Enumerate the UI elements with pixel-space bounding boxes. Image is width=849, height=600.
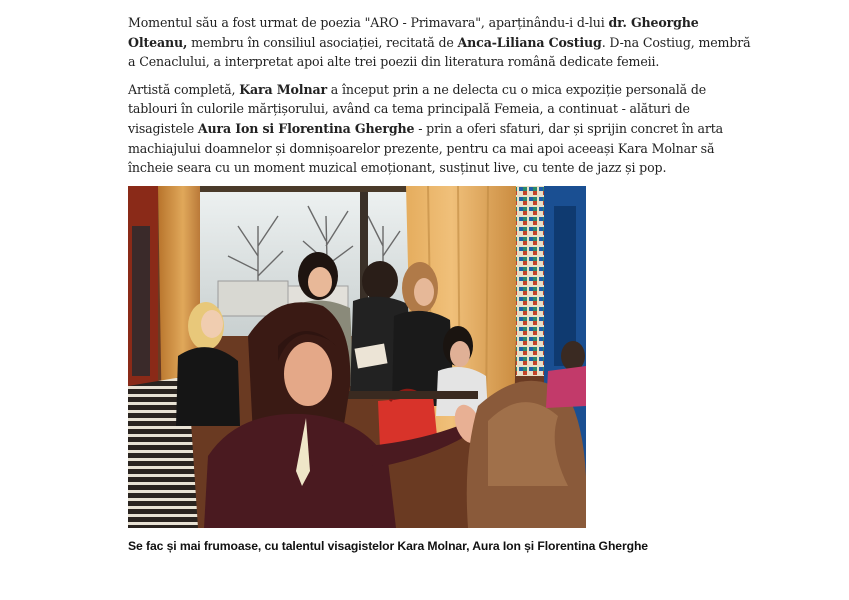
paragraph-text: - prin a oferi sfaturi, dar și sprijin concret în arta machiajului doamnelor și domnișoarelor prezente, pentru ca mai apoi aceeași Kara Molnar să încheie seara cu un moment muzical emoționant, susținut live, cu tente de jazz și pop. — [128, 120, 723, 176]
name-gheorghe-olteanu: dr. Gheorghe Olteanu, — [128, 15, 699, 50]
name-kara-molnar: Kara Molnar — [239, 81, 327, 97]
paragraph-text: membru în consiliul asociației, recitată de — [187, 34, 458, 50]
photo-illustration — [128, 186, 586, 528]
paragraph-kara-molnar — [128, 80, 753, 178]
name-anca-liliana-costiug: Anca-Liliana Costiug — [457, 34, 602, 50]
article-body — [128, 13, 753, 553]
paragraph-text: . D-na Costiug, membră a Cenaclului, a interpretat apoi alte trei poezii din literatura română dedicate femeii. — [128, 34, 751, 70]
paragraph-text: Momentul său a fost urmat de poezia "ARO - Primavara", aparținându-i d-lui — [128, 15, 609, 30]
article-photo — [128, 186, 586, 528]
paragraph-text: a început prin a ne delecta cu o mica expoziție personală de tablouri în culorile mărțișorului, având ca tema principală Femeia, a continuat - alături de visagistele — [128, 81, 707, 136]
table — [328, 391, 478, 399]
name-visagiste: Aura Ion si Florentina Gherghe — [197, 120, 415, 136]
paragraph-text: Artistă completă, — [128, 81, 240, 97]
mosaic-panel — [516, 186, 544, 376]
paragraph-poetry — [128, 13, 753, 72]
photo-caption: Se fac și mai frumoase, cu talentul visagistelor Kara Molnar, Aura Ion și Florentina Gherghe — [128, 538, 648, 553]
